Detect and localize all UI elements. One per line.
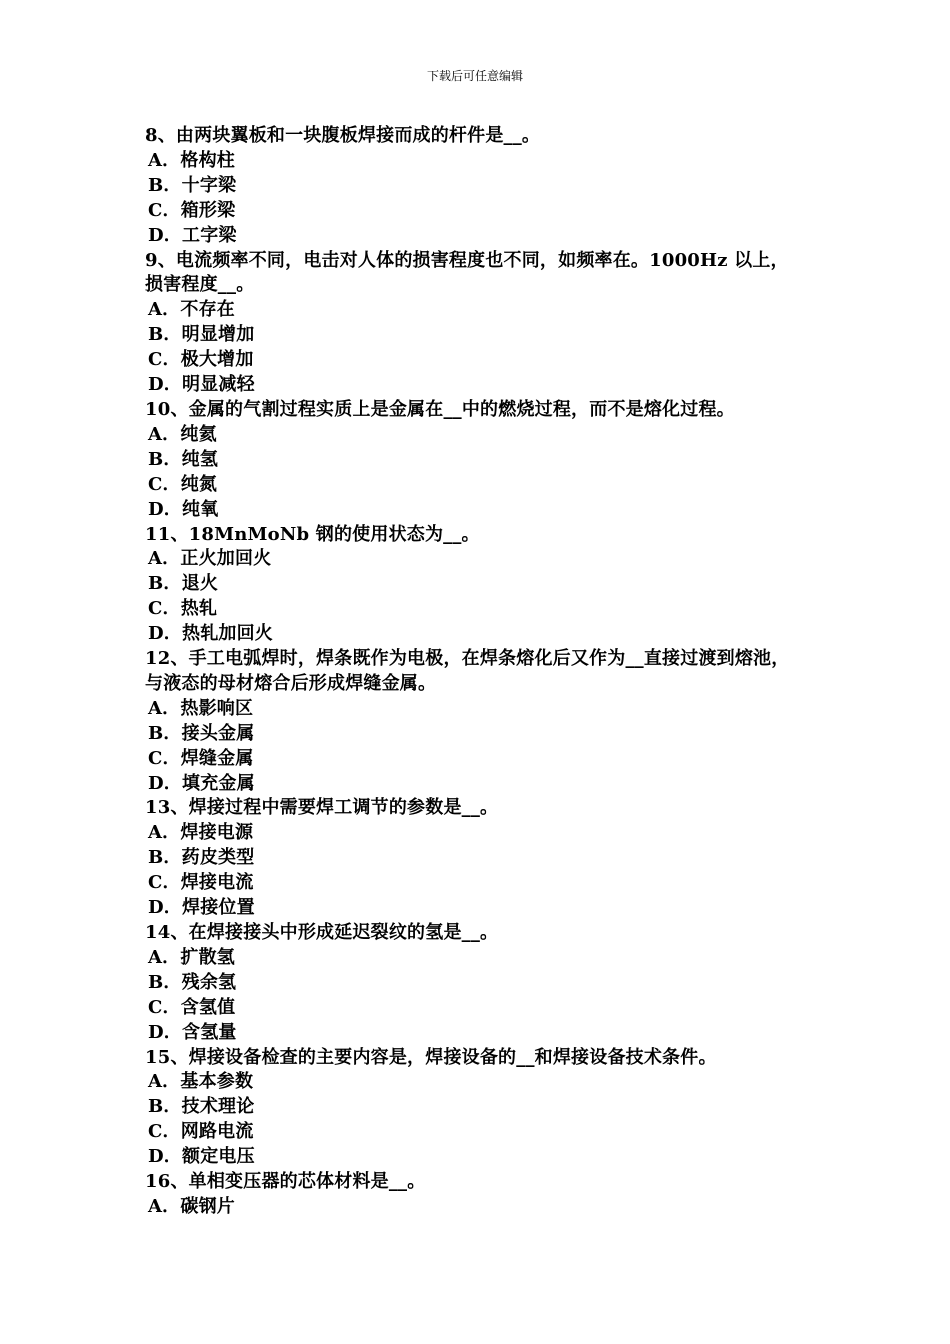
question-8: 8、由两块翼板和一块腹板焊接而成的杆件是__。 [145, 125, 541, 146]
option-15-c: C．网路电流 [148, 1121, 254, 1143]
option-15-a: A．基本参数 [148, 1071, 254, 1093]
option-13-c: C．焊接电流 [148, 872, 254, 894]
option-8-c: C．箱形梁 [148, 199, 236, 221]
option-10-a: A．纯氦 [148, 423, 217, 445]
option-15-b: B．技术理论 [148, 1096, 255, 1118]
option-16-a: A．碳钢片 [148, 1195, 235, 1217]
option-14-c: C．含氢值 [148, 996, 236, 1018]
option-9-c: C．极大增加 [148, 349, 254, 371]
option-8-b: B．十字梁 [148, 174, 237, 196]
option-13-d: D．焊接位置 [148, 897, 255, 919]
option-15-d: D．额定电压 [148, 1146, 255, 1168]
option-11-a: A．正火加回火 [148, 548, 272, 570]
option-12-c: C．焊缝金属 [148, 747, 254, 769]
page-header: 下载后可任意编辑 [426, 69, 523, 83]
question-13: 13、焊接过程中需要焊工调节的参数是__。 [145, 797, 499, 819]
option-10-d: D．纯氧 [148, 498, 219, 520]
option-8-a: A．格构柱 [148, 149, 235, 171]
question-12-line-1: 12、手工电弧焊时，焊条既作为电极，在焊条熔化后又作为__直接过渡到熔池， [145, 648, 790, 670]
option-11-d: D．热轧加回火 [148, 623, 274, 645]
option-11-b: B．退火 [148, 573, 219, 595]
option-9-d: D．明显减轻 [148, 374, 255, 396]
question-9-line-1: 9、电流频率不同，电击对人体的损害程度也不同，如频率在。1000Hz 以上， [145, 249, 789, 271]
question-12-line-2: 与液态的母材熔合后形成焊缝金属。 [145, 672, 437, 694]
option-13-b: B．药皮类型 [148, 847, 255, 869]
question-11: 11、18MnMoNb 钢的使用状态为__。 [145, 523, 480, 545]
question-9-line-2: 损害程度__。 [145, 274, 255, 296]
option-9-a: A．不存在 [148, 299, 235, 321]
question-10: 10、金属的气割过程实质上是金属在__中的燃烧过程，而不是熔化过程。 [145, 398, 735, 420]
option-11-c: C．热轧 [148, 598, 218, 620]
option-12-d: D．填充金属 [148, 772, 255, 794]
option-8-d: D．工字梁 [148, 224, 237, 246]
document-body [145, 124, 835, 1220]
option-12-a: A．热影响区 [148, 697, 254, 719]
option-13-a: A．焊接电源 [148, 822, 254, 844]
option-9-b: B．明显增加 [148, 324, 255, 346]
option-14-d: D．含氢量 [148, 1021, 237, 1043]
question-15: 15、焊接设备检查的主要内容是，焊接设备的__和焊接设备技术条件。 [145, 1046, 717, 1068]
option-12-b: B．接头金属 [148, 722, 255, 744]
option-10-b: B．纯氢 [148, 448, 219, 470]
question-16: 16、单相变压器的芯体材料是__。 [145, 1171, 426, 1193]
question-14: 14、在焊接接头中形成延迟裂纹的氢是__。 [145, 922, 499, 943]
option-14-b: B．残余氢 [148, 971, 237, 993]
option-14-a: A．扩散氢 [148, 946, 235, 968]
option-10-c: C．纯氮 [148, 473, 218, 495]
